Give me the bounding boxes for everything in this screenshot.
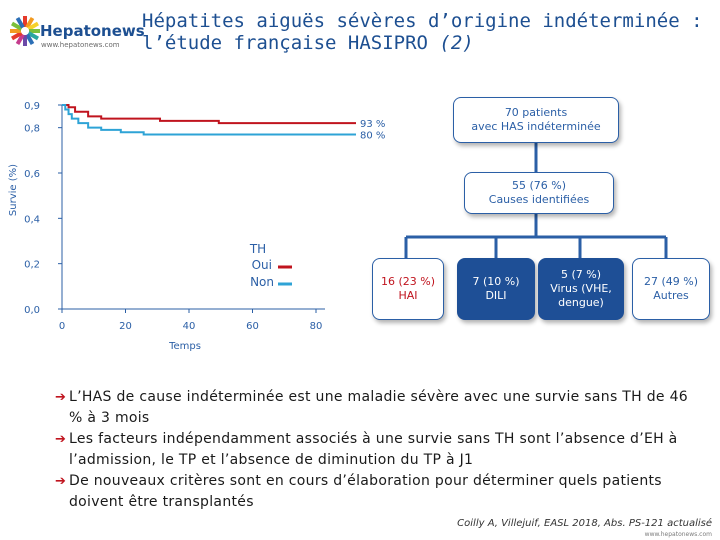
citation: Coilly A, Villejuif, EASL 2018, Abs. PS-121 actualisé (457, 518, 712, 529)
x-tick-label: 0 (58, 321, 66, 332)
arrow-right-icon: ➔ (55, 474, 67, 489)
arrow-right-icon: ➔ (55, 432, 67, 447)
y-tick-label: 0,8 (24, 123, 40, 135)
bullet-text: Les facteurs indépendamment associés à une survie sans TH sont l’absence d’EH à l’admission, le TP et l’absence de diminution du TP à J1 (69, 431, 678, 468)
x-tick-label: 60 (246, 321, 259, 332)
box-identified-causes: 55 (76 %) Causes identifiées (464, 172, 614, 214)
legend-title: TH (249, 242, 267, 256)
series-line-oui (62, 105, 356, 123)
title-line-1: Hépatites aiguës sévères d’origine indéterminée : (142, 10, 703, 32)
box-root-patients: 70 patients avec HAS indéterminée (453, 97, 619, 143)
series-line-non (62, 105, 356, 134)
bullet-list (55, 387, 705, 513)
box-hai: 16 (23 %) HAI (372, 258, 444, 320)
bullet-item (55, 471, 705, 513)
y-tick-label: 0,9 (24, 101, 40, 112)
bullet-item (55, 387, 705, 429)
bullet-item (55, 429, 705, 471)
x-tick-label: 20 (119, 321, 132, 332)
chart-series-group (62, 105, 385, 141)
y-tick-label: 0,0 (24, 305, 40, 316)
chart-ylabel: Survie (%) (8, 163, 19, 217)
title-reference: (2) (439, 32, 474, 54)
y-tick-label: 0,2 (24, 259, 40, 271)
chart-legend (249, 242, 292, 289)
logo-burst-icon (8, 14, 42, 48)
logo-text: Hepatonews (40, 22, 145, 40)
y-tick-label: 0,6 (24, 169, 40, 180)
title-line-2-main: l’étude française HASIPRO (142, 32, 440, 54)
x-tick-label: 80 (309, 321, 323, 332)
bullet-text: De nouveaux critères sont en cours d’élaboration pour déterminer quels patients doivent être transplantés (69, 473, 662, 510)
series-end-label-non: 80 % (360, 130, 386, 142)
legend-label-non: Non (250, 275, 274, 289)
bullet-text: L’HAS de cause indéterminée est une maladie sévère avec une survie sans TH de 46 % à 3 mois (69, 389, 688, 426)
chart-xlabel: Temps (169, 341, 201, 352)
box-autres: 27 (49 %) Autres (632, 258, 710, 320)
x-tick-label: 40 (182, 321, 196, 332)
y-tick-label: 0,4 (24, 214, 40, 226)
box-virus: 5 (7 %) Virus (VHE, dengue) (538, 258, 624, 320)
chart-axes (24, 101, 325, 332)
box-dili: 7 (10 %) DILI (457, 258, 535, 320)
logo-url: www.hepatonews.com (41, 41, 120, 49)
logo (8, 8, 143, 58)
arrow-right-icon: ➔ (55, 390, 67, 405)
title-line-2 (142, 32, 712, 54)
survival-chart (0, 95, 400, 355)
page-title (142, 10, 712, 54)
series-end-label-oui: 93 % (360, 119, 386, 131)
legend-label-oui: Oui (251, 258, 272, 272)
footer-url: www.hepatonews.com (644, 531, 712, 538)
